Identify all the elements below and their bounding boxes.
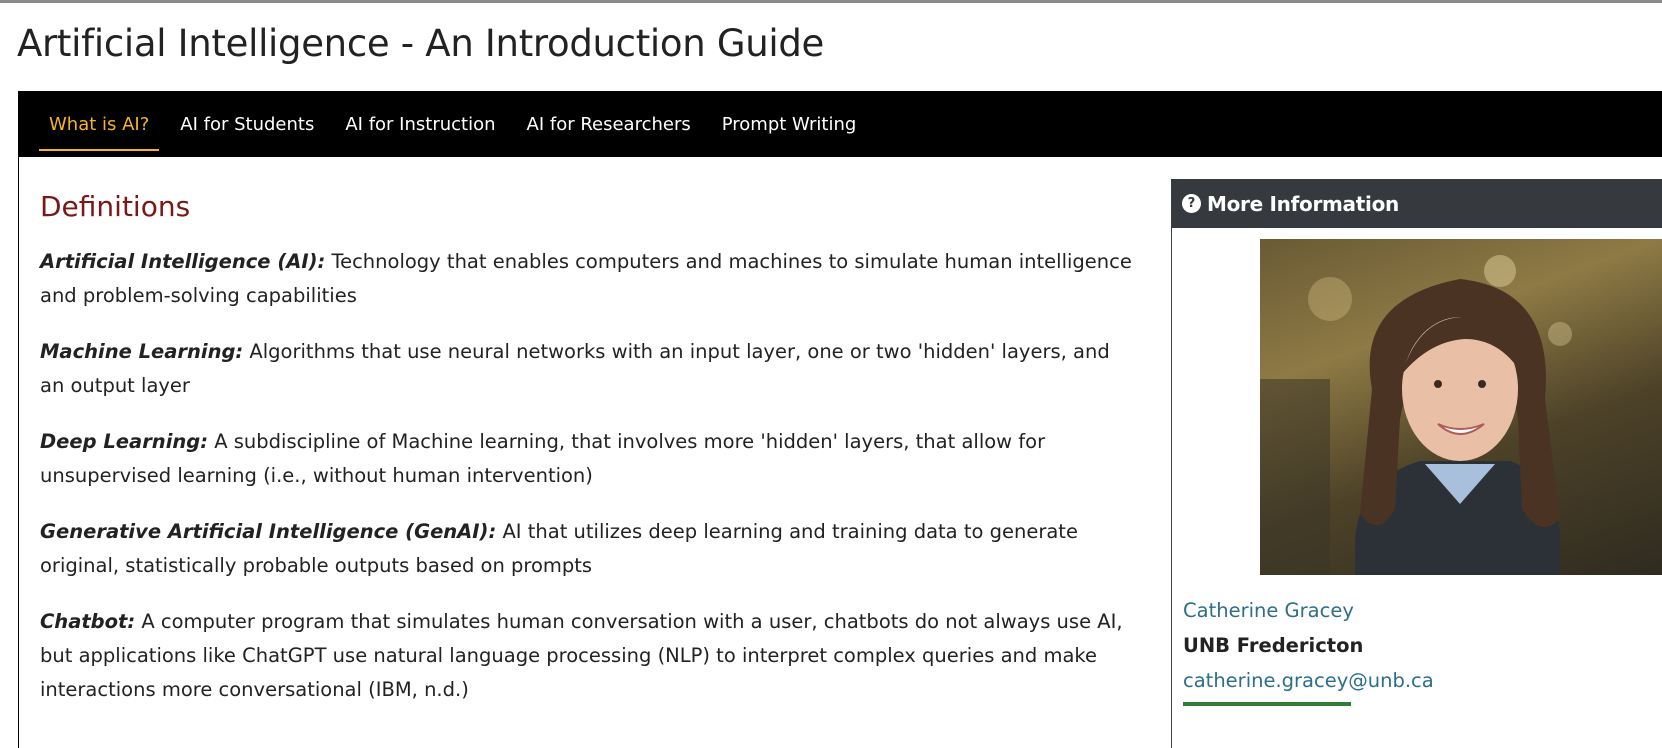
box-title: More Information bbox=[1207, 191, 1399, 216]
definition-chatbot bbox=[40, 605, 1135, 707]
profile-photo bbox=[1260, 239, 1662, 575]
section-title: Definitions bbox=[40, 190, 191, 223]
profile-photo-illustration bbox=[1260, 239, 1662, 575]
contact-button-edge[interactable] bbox=[1183, 702, 1351, 706]
definition-term: Deep Learning: bbox=[40, 430, 209, 453]
profile-campus: UNB Fredericton bbox=[1183, 634, 1364, 657]
definition-text: A computer program that simulates human conversation with a user, chatbots do not always use AI, but applications like ChatGPT use natural language processing (NLP) to interpret complex queries and make interactions more conversational (IBM, n.d.) bbox=[40, 610, 1123, 701]
tab-ai-for-researchers[interactable]: AI for Researchers bbox=[526, 114, 691, 135]
definition-term: Artificial Intelligence (AI): bbox=[40, 250, 326, 273]
profile-email-link[interactable]: catherine.gracey@unb.ca bbox=[1183, 669, 1434, 692]
definition-machine-learning bbox=[40, 335, 1135, 403]
more-information-box bbox=[1171, 179, 1662, 748]
profile-name-link[interactable]: Catherine Gracey bbox=[1183, 599, 1354, 622]
definition-deep-learning bbox=[40, 425, 1135, 493]
guide-title: Artificial Intelligence - An Introduction Guide bbox=[17, 22, 825, 65]
tab-prompt-writing[interactable]: Prompt Writing bbox=[721, 114, 857, 135]
definition-text: AI that utilizes deep learning and training data to generate original, statistically probable outputs based on prompts bbox=[40, 520, 1078, 577]
tab-ai-for-instruction[interactable]: AI for Instruction bbox=[345, 114, 496, 135]
box-header bbox=[1172, 179, 1662, 228]
definition-text: Algorithms that use neural networks with an input layer, one or two 'hidden' layers, and an output layer bbox=[40, 340, 1110, 397]
definition-term: Chatbot: bbox=[40, 610, 136, 633]
definition-term: Machine Learning: bbox=[40, 340, 244, 363]
tab-what-is-ai[interactable]: What is AI? bbox=[39, 92, 159, 157]
definition-text: A subdiscipline of Machine learning, that involves more 'hidden' layers, that allow for unsupervised learning (i.e., without human intervention) bbox=[40, 430, 1046, 487]
definition-ai bbox=[40, 245, 1135, 313]
question-circle-icon: ? bbox=[1182, 194, 1201, 213]
tab-ai-for-students[interactable]: AI for Students bbox=[180, 114, 315, 135]
definition-genai bbox=[40, 515, 1135, 583]
definition-term: Generative Artificial Intelligence (GenAI): bbox=[40, 520, 497, 543]
main-content bbox=[40, 190, 1135, 729]
top-border bbox=[0, 0, 1662, 3]
definition-text: Technology that enables computers and machines to simulate human intelligence and problem-solving capabilities bbox=[40, 250, 1132, 307]
guide-navbar bbox=[19, 92, 1662, 157]
